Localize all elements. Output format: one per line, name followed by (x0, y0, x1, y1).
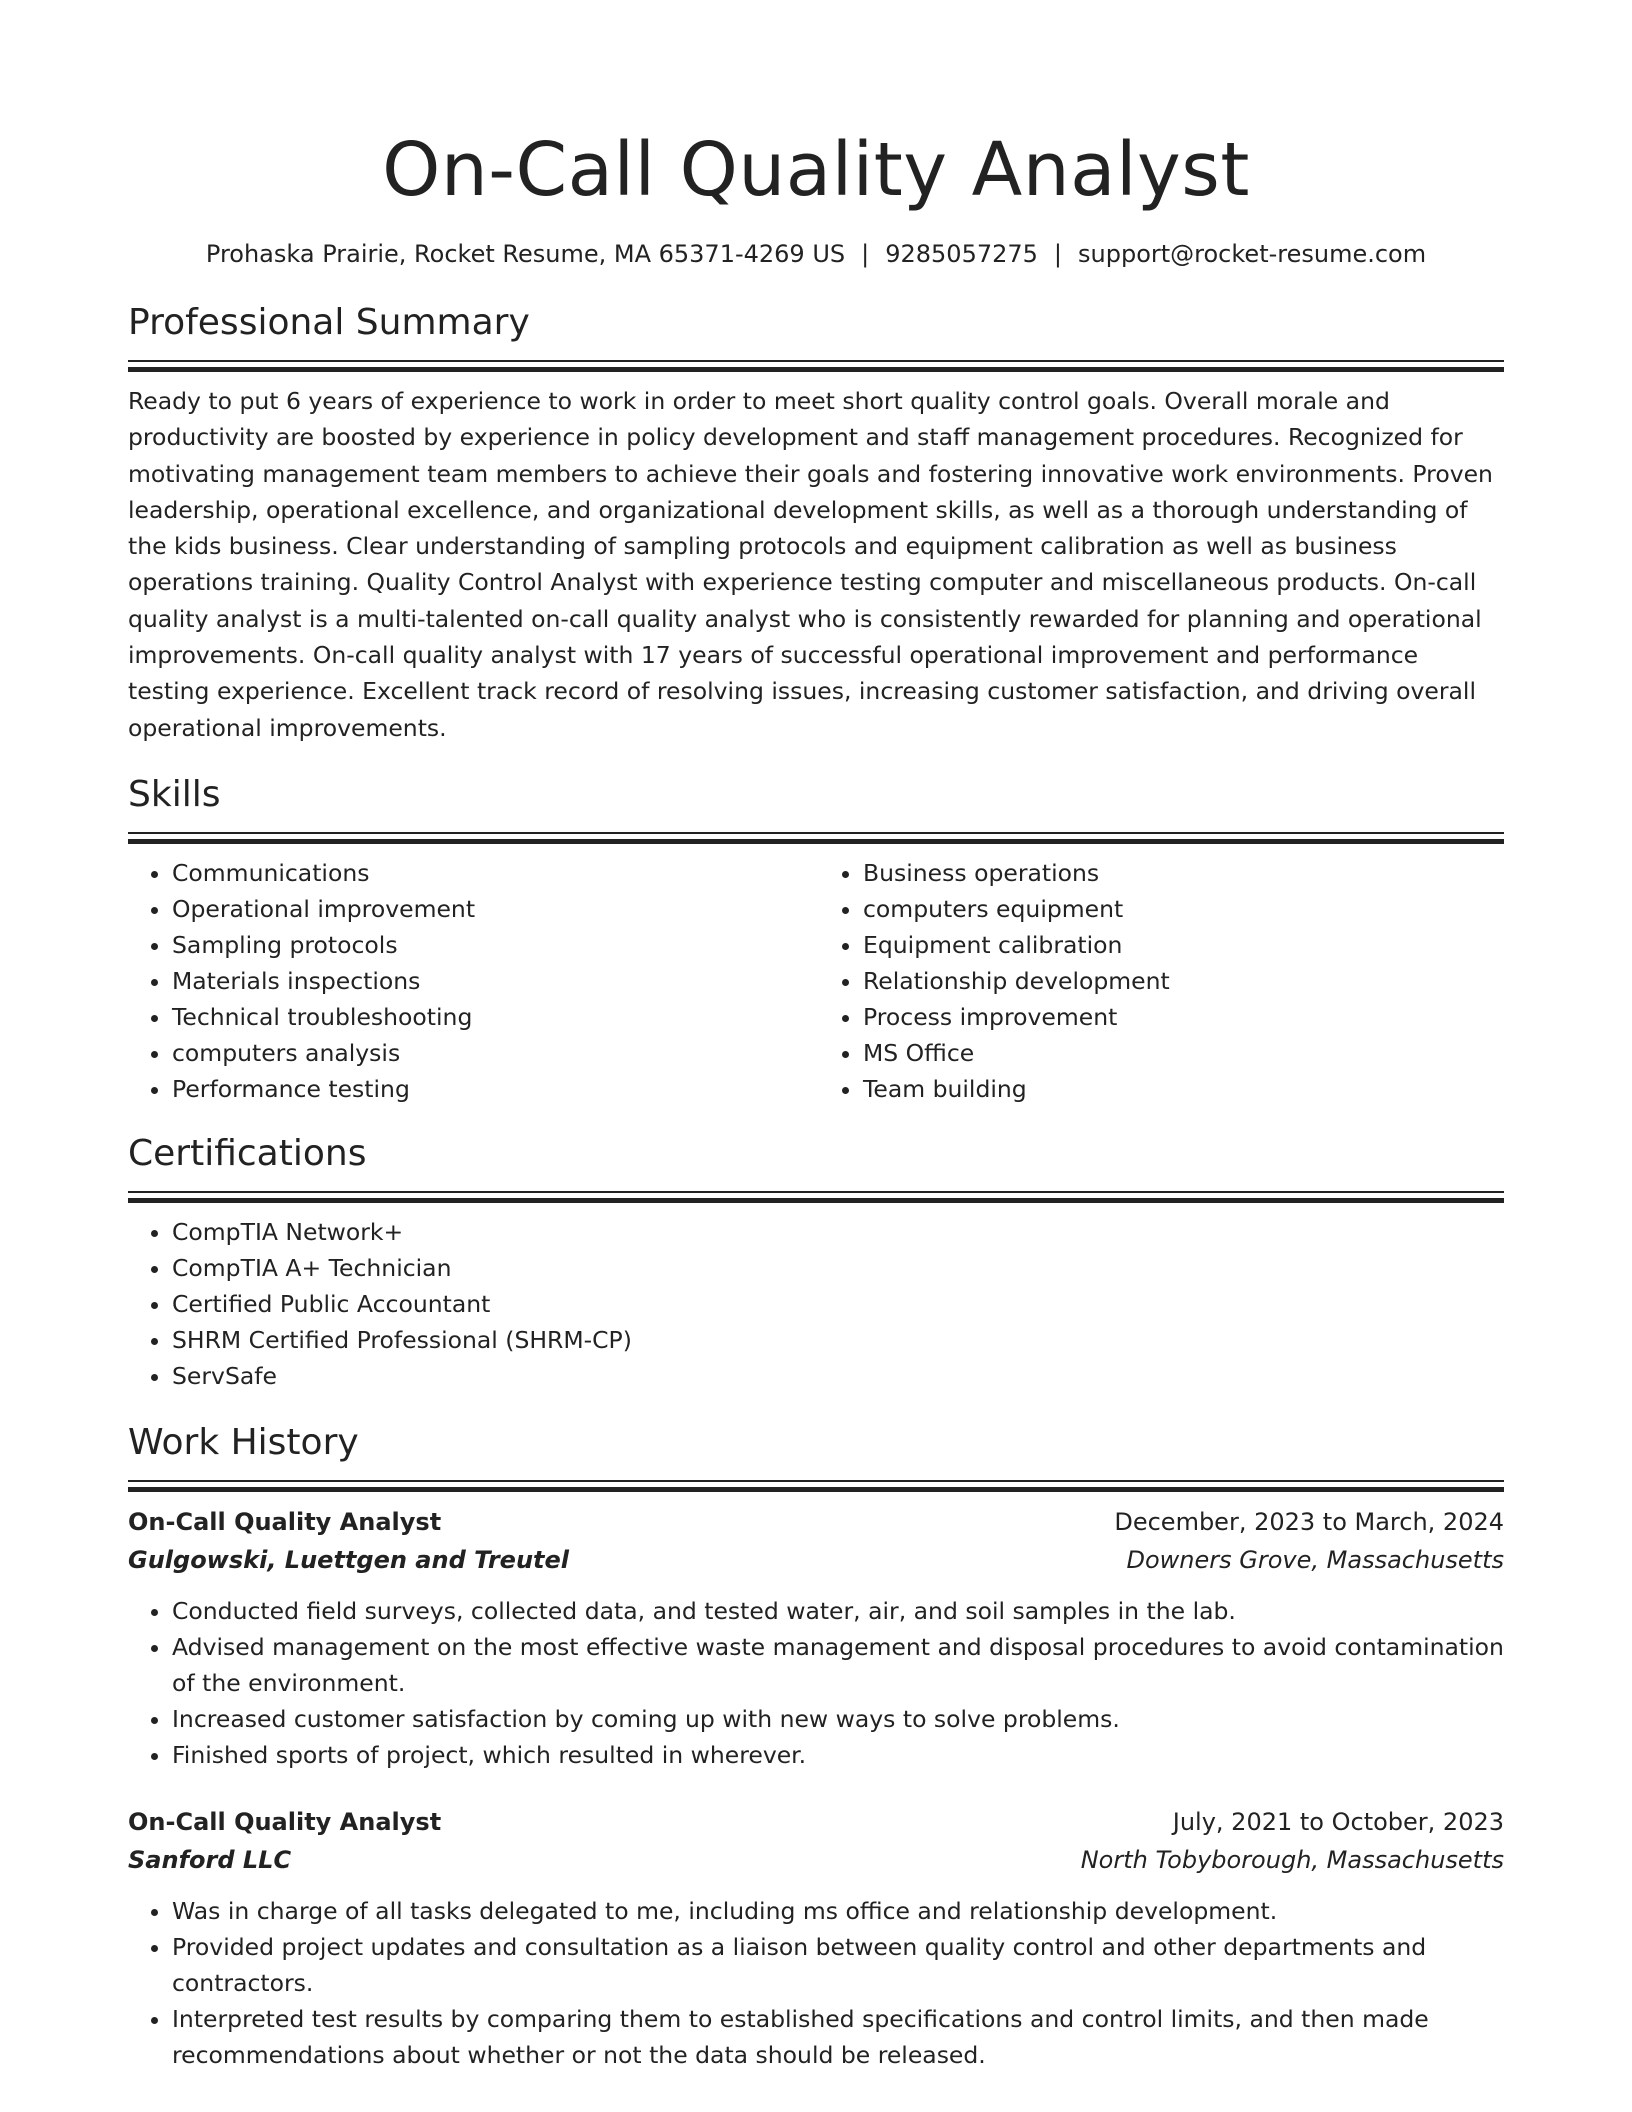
skill-item: • Technical troubleshooting (172, 999, 813, 1035)
section-divider (128, 832, 1504, 843)
skill-item: • Relationship development (863, 963, 1504, 999)
contact-separator: | (861, 240, 870, 268)
job-duty-item: • Provided project updates and consultation as a liaison between quality control and other departments and contractors. (172, 1929, 1504, 2001)
skill-item: • Process improvement (863, 999, 1504, 1035)
skill-item: • MS Office (863, 1035, 1504, 1071)
job-duty-item: • Was in charge of all tasks delegated to me, including ms office and relationship development. (172, 1893, 1504, 1929)
job-entry (128, 1503, 1504, 1773)
skill-item: • computers equipment (863, 891, 1504, 927)
job-dates: July, 2021 to October, 2023 (1172, 1807, 1504, 1836)
certification-item: • CompTIA A+ Technician (172, 1250, 1504, 1286)
job-duties-list (128, 1893, 1504, 2073)
job-subheader (128, 1541, 1504, 1579)
skills-heading: Skills (128, 773, 221, 815)
section-divider (128, 1480, 1504, 1491)
skill-item: • Equipment calibration (863, 927, 1504, 963)
work-history-section (128, 1420, 1504, 2073)
skill-item: • Performance testing (172, 1071, 813, 1107)
skill-item: • computers analysis (172, 1035, 813, 1071)
job-title: On-Call Quality Analyst (128, 1507, 442, 1536)
job-header (128, 1803, 1504, 1841)
summary-heading: Professional Summary (128, 302, 530, 343)
skill-item: • Communications (172, 855, 813, 891)
job-subheader (128, 1841, 1504, 1879)
job-title: On-Call Quality Analyst (128, 1807, 442, 1836)
contact-address: Prohaska Prairie, Rocket Resume, MA 65371-4269 US (205, 240, 846, 268)
job-entry (128, 1803, 1504, 2073)
skill-item: • Team building (863, 1071, 1504, 1107)
certification-item: • SHRM Certified Professional (SHRM-CP) (172, 1322, 1504, 1358)
skill-item: • Operational improvement (172, 891, 813, 927)
skill-item: • Sampling protocols (172, 927, 813, 963)
section-divider (128, 1191, 1504, 1202)
contact-phone: 9285057275 (885, 240, 1038, 268)
job-dates: December, 2023 to March, 2024 (1114, 1507, 1504, 1536)
skills-columns (128, 855, 1504, 1107)
job-header (128, 1503, 1504, 1541)
section-divider (128, 360, 1504, 371)
certification-item: • ServSafe (172, 1358, 1504, 1394)
job-location: Downers Grove, Massachusetts (1126, 1545, 1504, 1574)
contact-email: support@rocket-resume.com (1078, 240, 1427, 268)
job-company: Gulgowski, Luettgen and Treutel (128, 1545, 570, 1574)
skill-item: • Business operations (863, 855, 1504, 891)
summary-section (128, 300, 1504, 746)
contact-separator: | (1053, 240, 1063, 268)
job-duty-item: • Interpreted test results by comparing them to established specifications and control limits, and then made recommendations about whether or not the data should be released. (172, 2001, 1504, 2073)
resume-name: On-Call Quality Analyst (382, 127, 1250, 213)
contact-line (128, 238, 1504, 270)
job-location: North Tobyborough, Massachusetts (1080, 1845, 1504, 1874)
job-duty-item: • Increased customer satisfaction by coming up with new ways to solve problems. (172, 1701, 1504, 1737)
certifications-section (128, 1131, 1504, 1394)
job-duty-item: • Finished sports of project, which resulted in wherever. (172, 1737, 1504, 1773)
job-duties-list (128, 1593, 1504, 1773)
skills-section (128, 772, 1504, 1107)
certification-item: • Certified Public Accountant (172, 1286, 1504, 1322)
skill-item: • Materials inspections (172, 963, 813, 999)
certifications-list (128, 1214, 1504, 1394)
summary-text: Ready to put 6 years of experience to work in order to meet short quality control goals. Overall morale and productivity are boosted by experience in policy development and staff management procedures. Recognized for motivating management team members to achieve their goals and fostering innovative work environments. Proven leadership, operational excellence, and organizational development skills, as well as a thorough understanding of the kids business. Clear understanding of sampling protocols and equipment calibration as well as business operations training. Quality Control Analyst with experience testing computer and miscellaneous products. On-call quality analyst is a multi-talented on-call quality analyst who is consistently rewarded for planning and operational improvements. On-call quality analyst with 17 years of successful operational improvement and performance testing experience. Excellent track record of resolving issues, increasing customer satisfaction, and driving overall operational improvements. (128, 387, 1493, 742)
certification-item: • CompTIA Network+ (172, 1214, 1504, 1250)
work-history-heading: Work History (128, 1421, 359, 1463)
certifications-heading: Certifications (128, 1132, 367, 1174)
job-company: Sanford LLC (128, 1845, 292, 1874)
job-duty-item: • Advised management on the most effective waste management and disposal procedures to avoid contamination of the environment. (172, 1629, 1504, 1701)
skills-list-left (128, 855, 813, 1107)
skills-list-right (813, 855, 1504, 1107)
job-duty-item: • Conducted field surveys, collected data, and tested water, air, and soil samples in the lab. (172, 1593, 1504, 1629)
